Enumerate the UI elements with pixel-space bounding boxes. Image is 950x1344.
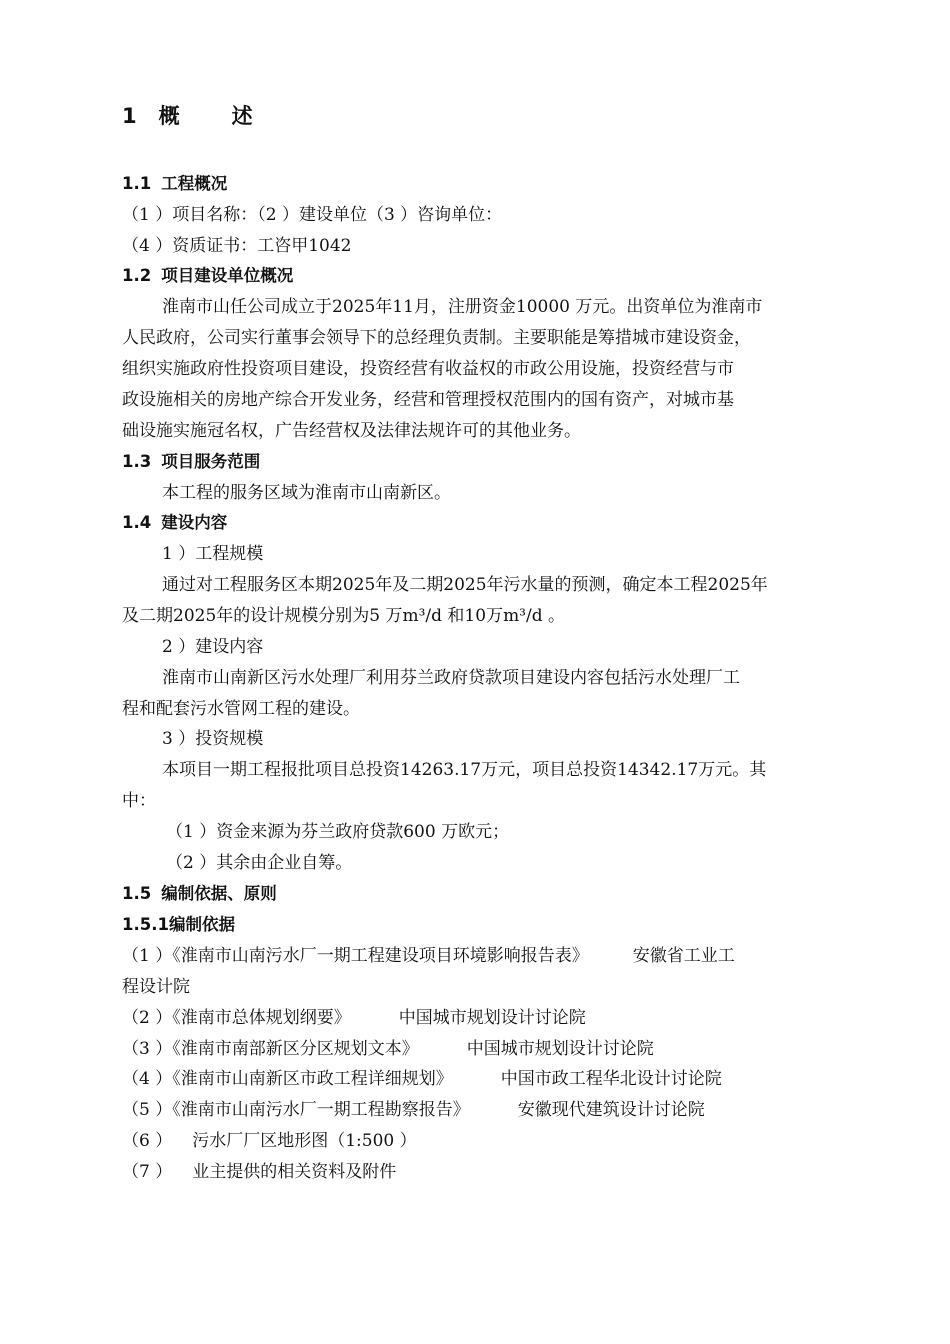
reference-item [122,1129,417,1153]
reference-org: 中国市政工程华北设计讨论院 [500,1069,722,1089]
paragraph-line: 人民政府，公司实行董事会领导下的总经理负责制。主要职能是筹措城市建设资金， [122,328,751,348]
paragraph-line: 淮南市山任公司成立于2025年11月，注册资金10000 万元。出资单位为淮南市 [162,297,763,317]
subheading-investment: 3 ）投资规模 [162,729,264,749]
paragraph-line: 组织实施政府性投资项目建设，投资经营有收益权的市政公用设施，投资经营与市 [122,359,734,379]
reference-item [122,1160,396,1184]
reference-org: 安徽省工业工 [632,946,735,966]
list-item: （1 ）资金来源为芬兰政府贷款600 万欧元； [166,822,510,842]
paragraph-line: 淮南市山南新区污水处理厂利用芬兰政府贷款项目建设内容包括污水处理厂工 [162,668,740,688]
reference-label: （6 ） [122,1131,173,1151]
reference-item [122,1006,586,1030]
paragraph-line: 本工程的服务区域为淮南市山南新区。 [162,483,451,503]
section-number: 1.5 [122,884,152,903]
reference-org: 安徽现代建筑设计讨论院 [517,1100,705,1120]
paragraph-line: 本项目一期工程报批项目总投资14263.17万元，项目总投资14342.17万元。其 [162,760,767,780]
reference-label: （4 ）《淮南市山南新区市政工程详细规划》 [122,1069,453,1089]
paragraph-line: 通过对工程服务区本期2025年及二期2025年污水量的预测，确定本工程2025年 [162,575,768,595]
reference-label: （2 ）《淮南市总体规划纲要》 [122,1008,351,1028]
section-title: 编制依据、原则 [161,884,277,903]
section-heading-1-1 [122,172,227,196]
reference-item [122,1037,654,1061]
paragraph-line: 政设施相关的房地产综合开发业务，经营和管理授权范围内的国有资产，对城市基 [122,390,734,410]
paragraph-line: 及二期2025年的设计规模分别为5 万m³/d 和10万m³/d 。 [122,606,566,626]
section-title: 项目建设单位概况 [161,266,294,285]
section-heading-1-2 [122,264,293,288]
section-title: 建设内容 [161,513,228,532]
section-heading-1-3 [122,450,260,474]
section-heading-1-4 [122,511,227,535]
reference-org: 业主提供的相关资料及附件 [192,1162,397,1182]
reference-item [122,944,735,968]
reference-item [122,1067,722,1091]
list-item: （2 ）其余由企业自筹。 [166,853,353,873]
reference-item-continuation: 程设计院 [122,977,190,997]
section-title: 项目服务范围 [161,452,261,471]
section-number: 1.2 [122,266,152,285]
reference-label: （5 ）《淮南市山南污水厂一期工程勘察报告》 [122,1100,470,1120]
reference-label: （3 ）《淮南市南部新区分区规划文本》 [122,1039,419,1059]
chapter-heading [122,104,253,128]
reference-item [122,1098,705,1122]
subheading-scale: 1 ）工程规模 [162,544,264,564]
section-heading-1-5 [122,882,277,906]
reference-org: 中国城市规划设计讨论院 [466,1039,654,1059]
reference-org: 中国城市规划设计讨论院 [398,1008,586,1028]
paragraph-line: 中： [122,791,156,811]
reference-org: 污水厂厂区地形图（1:500 ） [192,1131,417,1151]
section-number: 1.3 [122,452,152,471]
qualification-line: （4 ）资质证书：工咨甲1042 [122,236,352,256]
section-title: 工程概况 [161,174,228,193]
chapter-title-char-1: 概 [158,104,180,128]
reference-label: （1 ）《淮南市山南污水厂一期工程建设项目环境影响报告表》 [122,946,589,966]
project-info-line: （1 ）项目名称：（2 ）建设单位（3 ）咨询单位： [122,205,503,225]
paragraph-line: 础设施实施冠名权，广告经营权及法律法规许可的其他业务。 [122,421,581,441]
section-number: 1.1 [122,174,152,193]
reference-label: （7 ） [122,1162,173,1182]
section-number: 1.4 [122,513,152,532]
chapter-title-char-2: 述 [231,104,253,128]
chapter-number: 1 [122,104,137,128]
paragraph-line: 程和配套污水管网工程的建设。 [122,699,360,719]
subheading-content: 2 ）建设内容 [162,637,264,657]
subsection-heading-1-5-1: 1.5.1编制依据 [122,915,235,934]
